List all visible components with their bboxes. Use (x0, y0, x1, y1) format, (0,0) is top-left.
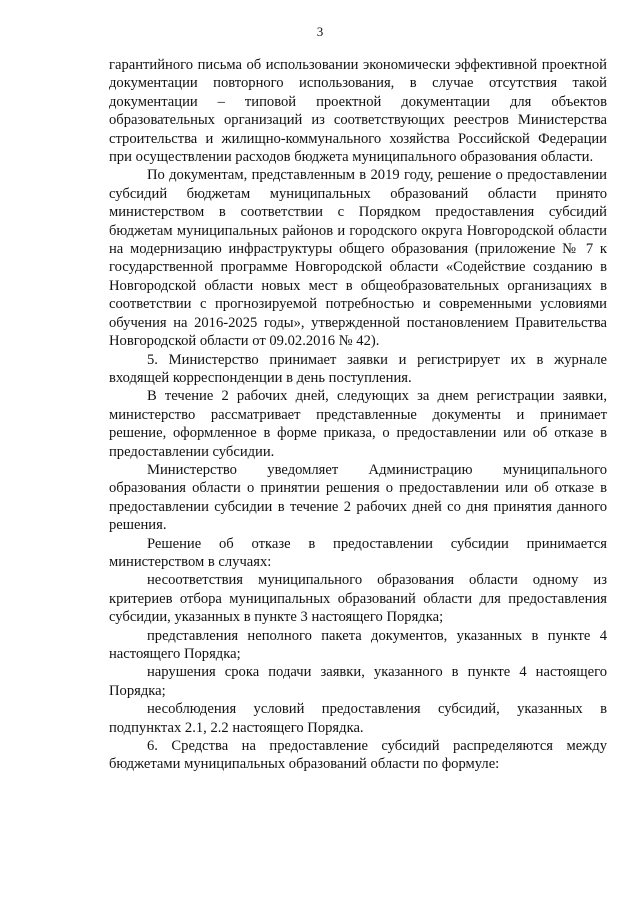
paragraph: несоответствия муниципального образования области одному из критериев отбора муниципальных образований области для предоставления субсидии, указанных в пункте 3 настоящего Порядка; (109, 572, 607, 626)
page-number: 3 (316, 24, 324, 39)
paragraph: 6. Средства на предоставление субсидий распределяются между бюджетами муниципальных образований области по формуле: (109, 738, 607, 773)
paragraph: несоблюдения условий предоставления субсидий, указанных в подпунктах 2.1, 2.2 настоящего Порядка. (109, 701, 607, 736)
paragraph: нарушения срока подачи заявки, указанного в пункте 4 настоящего Порядка; (109, 664, 607, 699)
document-body (109, 56, 607, 774)
paragraph: По документам, представленным в 2019 году, решение о предоставлении субсидий бюджетам муниципальных образований области принято министерством в соответствии с Порядком предоставления субсидий бюджетам муниципальных районов и городского округа Новгородской области на модернизацию инфраструктуры общего образования (приложение № 7 к государственной программе Новгородской области «Содействие созданию в Новгородской области новых мест в общеобразовательных организациях в соответствии с прогнозируемой потребностью и современными условиями обучения на 2016-2025 годы», утвержденной постановлением Правительства Новгородской области от 09.02.2016 № 42). (109, 167, 607, 350)
paragraph: В течение 2 рабочих дней, следующих за днем регистрации заявки, министерство рассматривает представленные документы и принимает решение, оформленное в форме приказа, о предоставлении или об отказе в предоставлении субсидии. (109, 388, 607, 460)
paragraph: представления неполного пакета документов, указанных в пункте 4 настоящего Порядка; (109, 627, 607, 662)
paragraph: 5. Министерство принимает заявки и регистрирует их в журнале входящей корреспонденции в день поступления. (109, 351, 607, 386)
paragraph: Решение об отказе в предоставлении субсидии принимается министерством в случаях: (109, 535, 607, 570)
paragraph: гарантийного письма об использовании экономически эффективной проектной документации повторного использования, в случае отсутствия такой документации – типовой проектной документации для объектов образовательных организаций из соответствующих реестров Министерства строительства и жилищно-коммунального хозяйства Российской Федерации при осуществлении расходов бюджета муниципального образования области. (109, 57, 607, 166)
paragraph: Министерство уведомляет Администрацию муниципального образования области о принятии решения о предоставлении или об отказе в предоставлении субсидии в течение 2 рабочих дней со дня принятия данного решения. (109, 461, 607, 534)
